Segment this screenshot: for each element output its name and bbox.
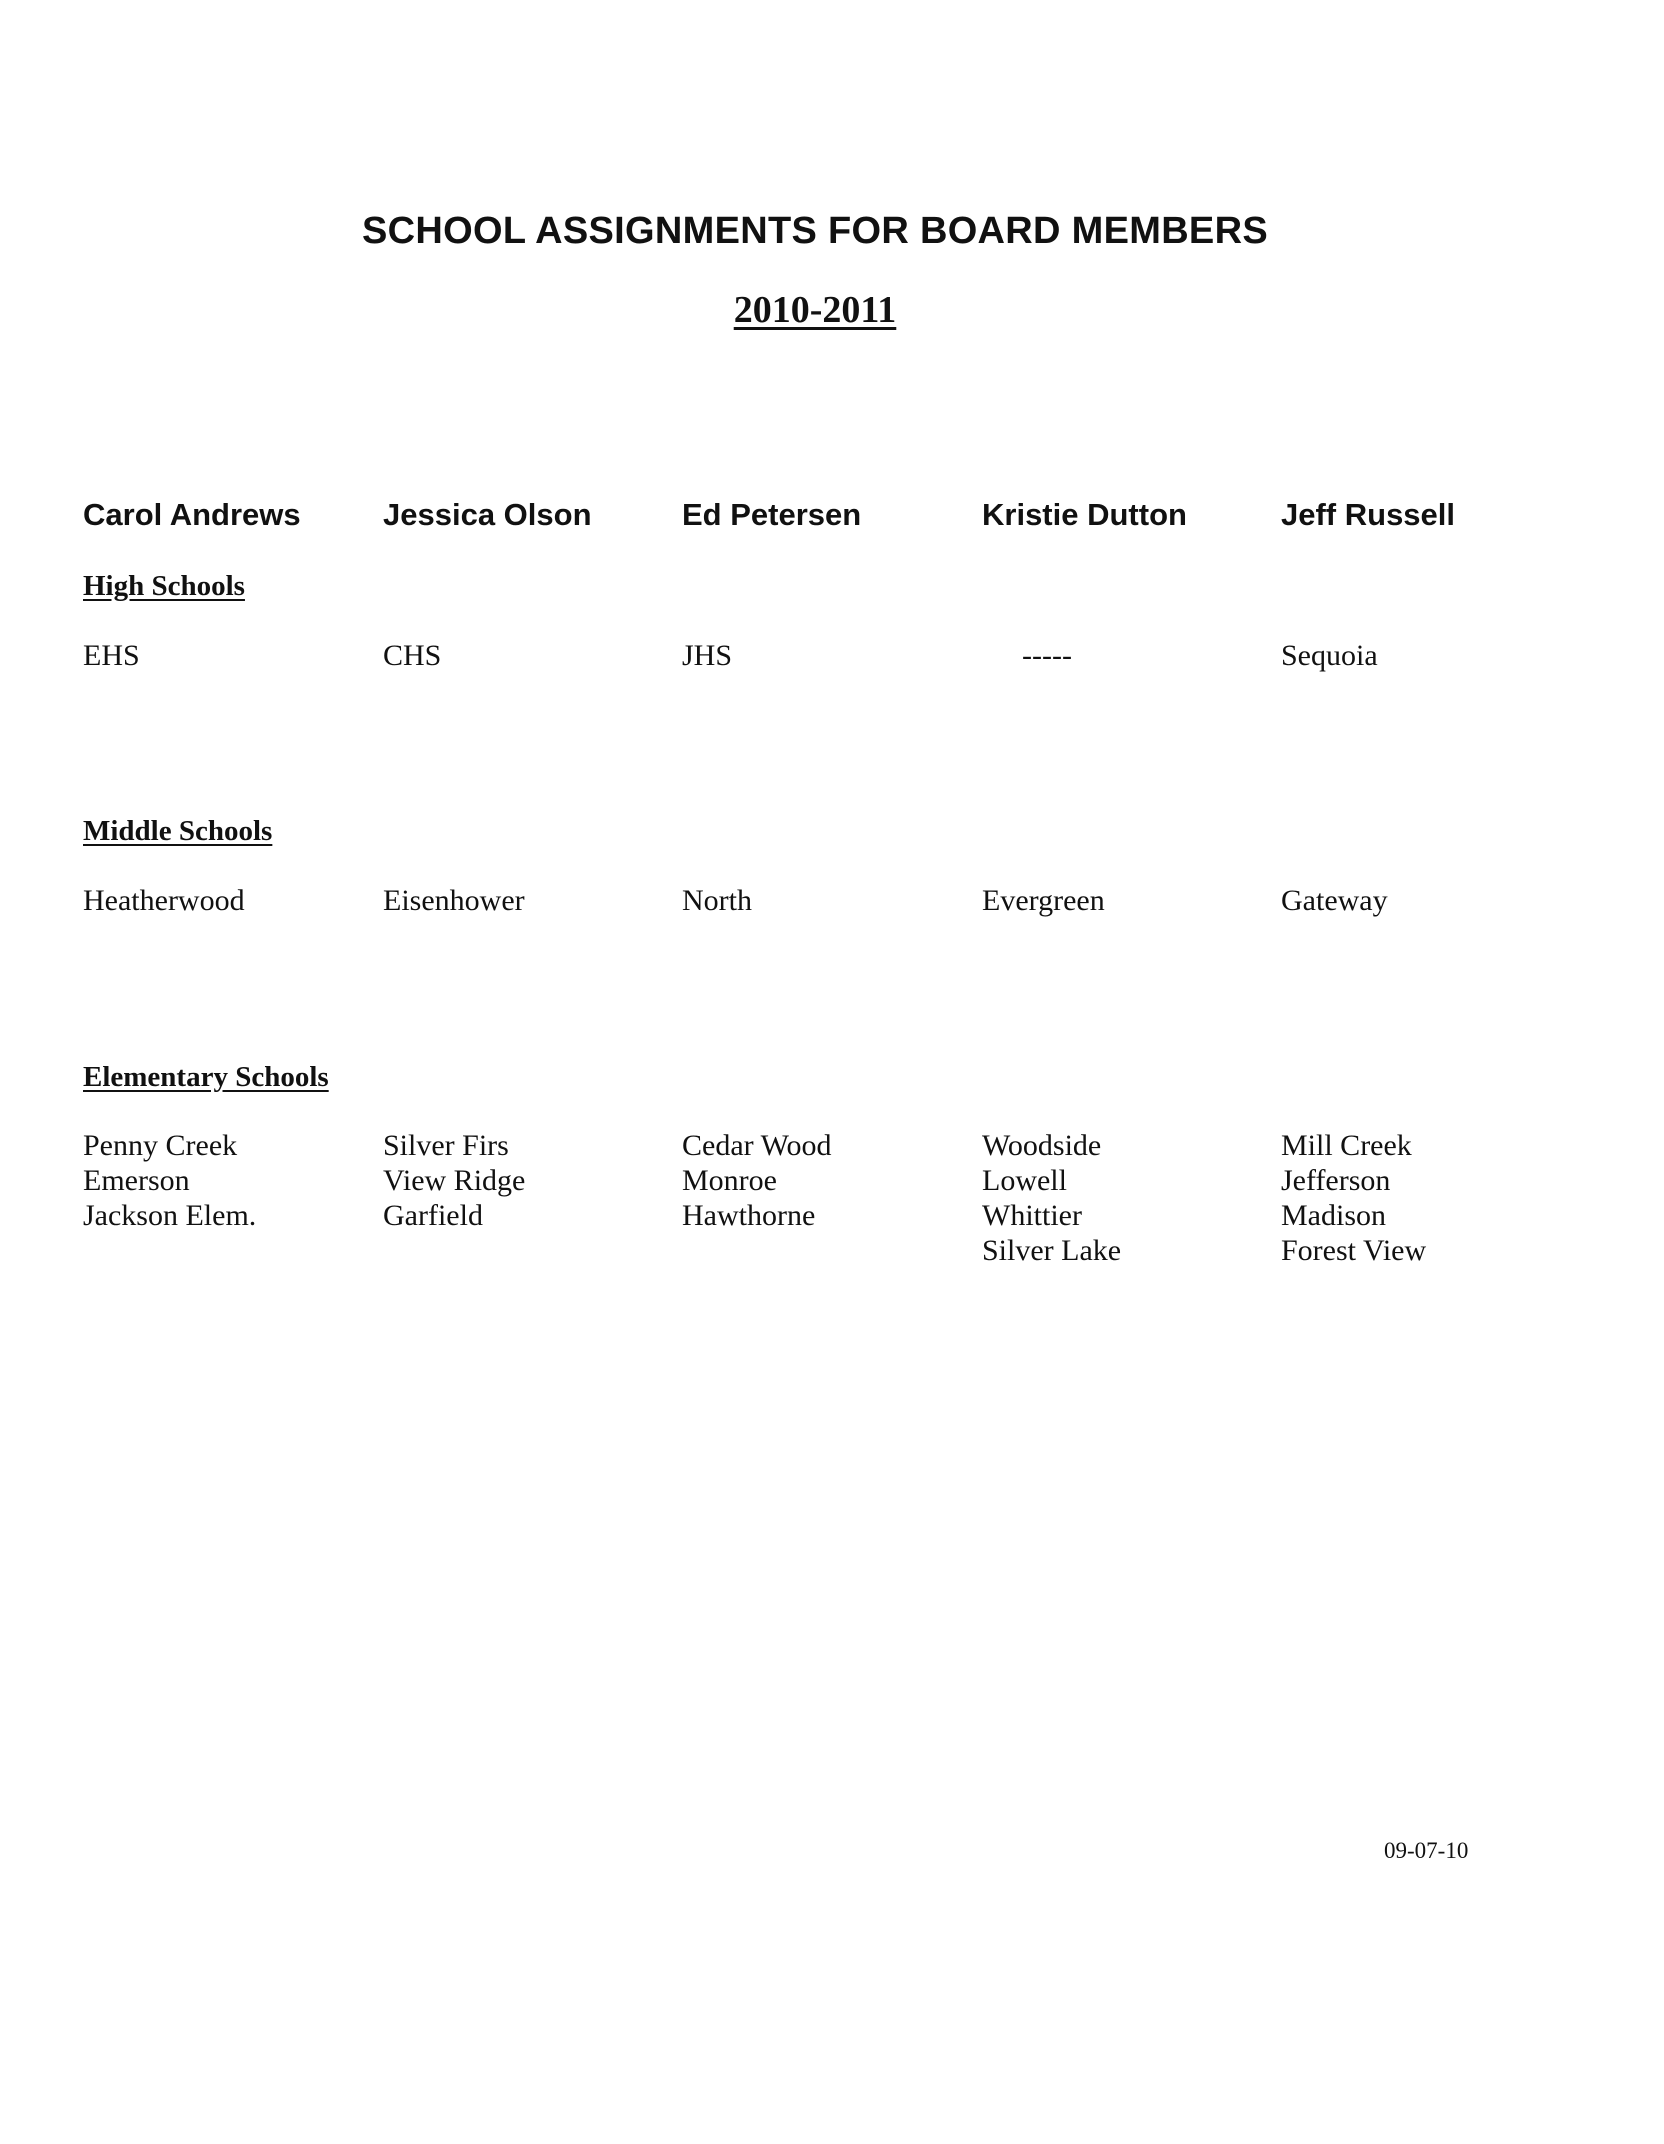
elementary-school-item: Emerson (83, 1164, 190, 1197)
middle-school-assignment: Heatherwood (83, 884, 245, 917)
elementary-school-item: Jackson Elem. (83, 1199, 257, 1232)
middle-school-assignment: Gateway (1281, 884, 1388, 917)
elementary-school-list (1281, 1128, 1426, 1268)
elementary-school-item: Silver Lake (982, 1234, 1122, 1267)
elementary-school-item: Woodside (982, 1129, 1102, 1162)
elementary-school-item: Cedar Wood (682, 1129, 832, 1162)
high-schools-heading: High Schools (83, 570, 245, 602)
elementary-school-item: Mill Creek (1281, 1129, 1412, 1162)
elementary-school-item: Penny Creek (83, 1129, 238, 1162)
high-school-assignment: JHS (682, 639, 733, 672)
elementary-school-item: Monroe (682, 1164, 777, 1197)
elementary-school-item: Madison (1281, 1199, 1386, 1232)
high-school-assignment: CHS (383, 639, 442, 672)
elementary-school-item: Silver Firs (383, 1129, 509, 1162)
elementary-school-item: Lowell (982, 1164, 1067, 1197)
member-name-jeff-russell: Jeff Russell (1281, 497, 1456, 532)
middle-school-assignment: North (682, 884, 752, 917)
high-school-assignment: ----- (1022, 639, 1072, 672)
member-name-ed-petersen: Ed Petersen (682, 497, 862, 532)
middle-school-assignment: Eisenhower (383, 884, 525, 917)
elementary-school-list (682, 1128, 832, 1233)
document-title: SCHOOL ASSIGNMENTS FOR BOARD MEMBERS (362, 210, 1268, 252)
elementary-school-item: Whittier (982, 1199, 1082, 1232)
elementary-school-item: Hawthorne (682, 1199, 816, 1232)
member-name-kristie-dutton: Kristie Dutton (982, 497, 1187, 532)
high-school-assignment: EHS (83, 639, 140, 672)
revision-date: 09-07-10 (1384, 1838, 1469, 1863)
elementary-school-item: Jefferson (1281, 1164, 1391, 1197)
middle-schools-heading: Middle Schools (83, 815, 273, 847)
elementary-school-item: Garfield (383, 1199, 483, 1232)
document-year: 2010-2011 (733, 289, 897, 331)
elementary-schools-heading: Elementary Schools (83, 1061, 329, 1093)
member-name-carol-andrews: Carol Andrews (83, 497, 301, 532)
high-school-assignment: Sequoia (1281, 639, 1378, 672)
elementary-school-list (83, 1128, 256, 1233)
member-name-jessica-olson: Jessica Olson (383, 497, 592, 532)
elementary-school-item: Forest View (1281, 1234, 1427, 1267)
middle-school-assignment: Evergreen (982, 884, 1105, 917)
elementary-school-list (982, 1128, 1121, 1268)
elementary-school-item: View Ridge (383, 1164, 526, 1197)
elementary-school-list (383, 1128, 525, 1233)
